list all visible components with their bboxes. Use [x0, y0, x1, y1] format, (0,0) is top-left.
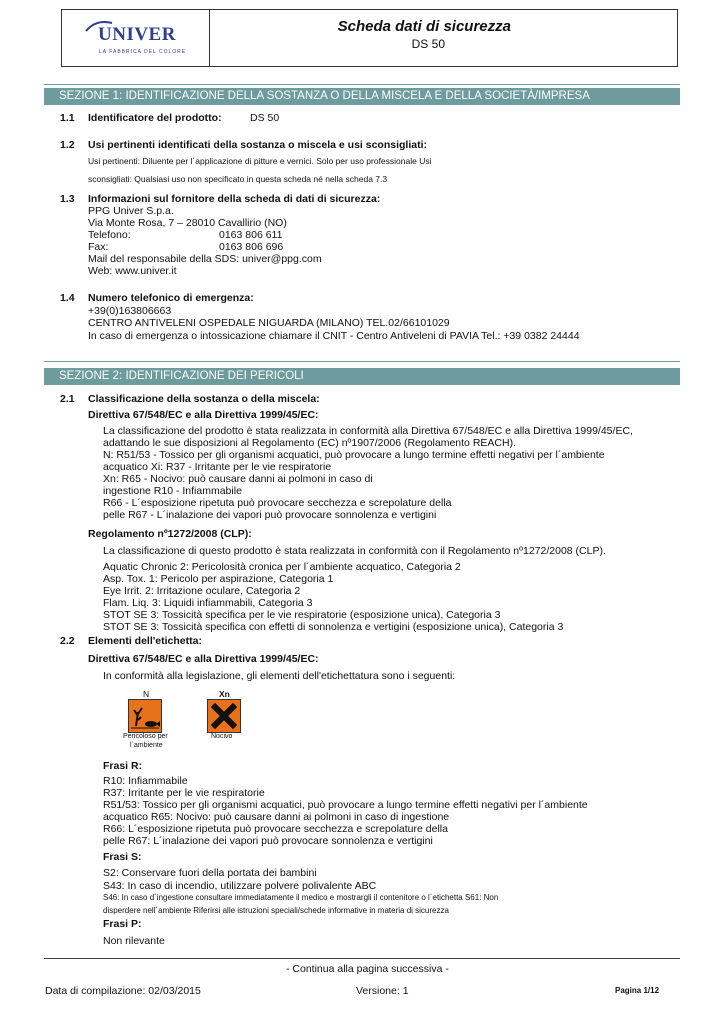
directive-line: N: R51/53 - Tossico per gli organismi acquatici, può provocare a lungo termine effetti negativi per l´ambiente: [103, 449, 605, 461]
continue-note: - Continua alla pagina successiva -: [286, 963, 449, 975]
uses-heading: Usi pertinenti identificati della sostanza o miscela e usi sconsigliati:: [88, 139, 428, 151]
directive-line: R66 - L´esposizione ripetuta può provocare secchezza e screpolature della: [103, 497, 452, 509]
company-address: Via Monte Rosa, 7 – 28010 Cavallirio (NO): [88, 217, 287, 229]
frasi-r-line: R66: L´esposizione ripetuta può provocare secchezza e screpolature della: [103, 823, 448, 835]
company-name: PPG Univer S.p.a.: [88, 205, 174, 217]
clp-line: STOT SE 3: Tossicità specifica con effetti di sonnolenza e vertigini (esposizione unica), Categoria 3: [103, 621, 564, 633]
uses-line: sconsigliati: Qualsiasi uso non specificato in questa scheda né nella scheda 7.3: [88, 174, 388, 184]
phone-label: Telefono:: [88, 229, 131, 241]
directive-line: Xn: R65 - Nocivo: può causare danni ai polmoni in caso di: [103, 473, 373, 485]
clp-line: Aquatic Chronic 2: Pericolosità cronica per l´ambiente acquatico, Categoria 2: [103, 561, 461, 573]
section-number: 1.2: [60, 139, 75, 151]
product-identifier-label: Identificatore del prodotto:: [88, 112, 222, 124]
directive-line: pelle R67 - L´inalazione dei vapori può provocare sonnolenza e vertigini: [103, 509, 437, 521]
document-header: [61, 9, 678, 67]
section-number: 1.1: [60, 112, 75, 124]
frasi-r-line: R51/53: Tossico per gli organismi acquatici, può provocare a lungo termine effetti negativi per l´ambiente: [103, 799, 588, 811]
directive-heading: Direttiva 67/548/EC e alla Direttiva 1999/45/EC:: [88, 409, 319, 421]
section-divider: [44, 84, 680, 85]
label-elements-heading: Elementi dell'etichetta:: [88, 635, 202, 647]
section-1-title: SEZIONE 1: IDENTIFICAZIONE DELLA SOSTANZA O DELLA MISCELA E DELLA SOCIETÀ/IMPRESA: [59, 90, 590, 102]
directive-line: adattando le sue disposizioni al Regolamento (EC) nº1907/2006 (Regolamento REACH).: [103, 437, 516, 449]
environment-hazard-icon: [128, 699, 162, 733]
section-number: 1.3: [60, 193, 75, 205]
emergency-heading: Numero telefonico di emergenza:: [88, 292, 254, 304]
picto-caption: l´ambiente: [130, 742, 163, 749]
frasi-r-list: [103, 775, 588, 847]
document-subtitle: DS 50: [411, 37, 445, 51]
emergency-line: CENTRO ANTIVELENI OSPEDALE NIGUARDA (MILANO) TEL.02/66101029: [88, 317, 450, 329]
frasi-r-line: acquatico R65: Nocivo: può causare danni ai polmoni in caso di ingestione: [103, 811, 450, 823]
supplier-heading: Informazioni sul fornitore della scheda di dati di sicurezza:: [88, 193, 381, 205]
clp-line: Eye Irrit. 2: Irritazione oculare, Categoria 2: [103, 585, 301, 597]
logo: UNIVER: [98, 24, 176, 45]
clp-heading: Regolamento nº1272/2008 (CLP):: [88, 528, 252, 540]
picto-caption: Nocivo: [211, 733, 233, 740]
section-number: 1.4: [60, 292, 75, 304]
frasi-s-line: S43: In caso di incendio, utilizzare polvere polivalente ABC: [103, 880, 377, 892]
emergency-line: +39(0)163806663: [88, 305, 172, 317]
emergency-line: In caso di emergenza o intossicazione chiamare il CNIT - Centro Antiveleni di PAVIA Tel.: +39 0382 24444: [88, 330, 580, 342]
frasi-r-line: R10: Infiammabile: [103, 775, 188, 787]
compilation-date: Data di compilazione: 02/03/2015: [45, 985, 201, 997]
section-1-bar: [44, 88, 680, 105]
harmful-icon: [207, 699, 241, 733]
directive-line: ingestione R10 - Infiammabile: [103, 485, 242, 497]
picto-code: Xn: [219, 689, 230, 699]
section-divider: [44, 361, 680, 362]
uses-line: Usi pertinenti: Diluente per l´applicazione di pitture e vernici. Solo per uso professionale Usi: [88, 156, 432, 166]
fax-value: 0163 806 696: [219, 241, 284, 253]
frasi-p-value: Non rilevante: [103, 935, 165, 947]
phone-value: 0163 806 611: [219, 229, 283, 241]
website: Web: www.univer.it: [88, 265, 177, 277]
frasi-r-heading: Frasi R:: [103, 760, 143, 772]
clp-intro: La classificazione di questo prodotto è stata realizzata in conformità con il Regolamento nº1272/2008 (CLP).: [103, 545, 606, 557]
logo-cell: [62, 10, 210, 66]
directive-text: [103, 425, 633, 521]
picto-caption: Pericoloso per: [123, 733, 168, 740]
version: Versione: 1: [356, 985, 409, 997]
section-2-bar: [44, 368, 680, 385]
page-number: Pagina 1/12: [615, 986, 660, 995]
frasi-s-line: S2: Conservare fuori della portata dei bambini: [103, 867, 317, 879]
frasi-s-line: disperdere nell´ambiente Riferirsi alle istruzioni speciali/schede informative in materia di sicurezza: [103, 906, 449, 915]
clp-line: Flam. Liq. 3: Liquidi infiammabili, Categoria 3: [103, 597, 313, 609]
classification-heading: Classificazione della sostanza o della miscela:: [88, 393, 320, 405]
frasi-s-line: S46: In caso d´ingestione consultare immediatamente il medico e mostrargli il contenitore o l´etichetta S61: Non: [103, 893, 499, 902]
frasi-r-line: pelle R67: L´inalazione dei vapori può provocare sonnolenza e vertigini: [103, 835, 433, 847]
label-intro: In conformità alla legislazione, gli elementi dell'etichettatura sono i seguenti:: [103, 670, 456, 682]
clp-line: Asp. Tox. 1: Pericolo per aspirazione, Categoria 1: [103, 573, 334, 585]
directive-line: acquatico Xi: R37 - Irritante per le vie respiratorie: [103, 461, 332, 473]
section-number: 2.1: [60, 393, 75, 405]
frasi-p-heading: Frasi P:: [103, 918, 142, 930]
document-title: Scheda dati di sicurezza: [337, 18, 511, 35]
dead-tree-fish-icon: [129, 700, 161, 732]
directive-line: La classificazione del prodotto è stata realizzata in conformità alla Direttiva 67/548/EC e alla Direttiva 1999/45/EC,: [103, 425, 633, 437]
frasi-r-line: R37: Irritante per le vie respiratorie: [103, 787, 265, 799]
footer-rule: [44, 958, 680, 959]
directive-heading: Direttiva 67/548/EC e alla Direttiva 1999/45/EC:: [88, 653, 319, 665]
clp-line: STOT SE 3: Tossicità specifica per le vie respiratorie (esposizione unica), Categoria 3: [103, 609, 501, 621]
clp-list: [103, 561, 563, 633]
cross-icon: [208, 700, 240, 732]
picto-code: N: [143, 689, 150, 699]
product-identifier-value: DS 50: [250, 112, 280, 124]
sds-mail: Mail del responsabile della SDS: univer@ppg.com: [88, 253, 322, 265]
section-2-title: SEZIONE 2: IDENTIFICAZIONE DEI PERICOLI: [59, 370, 304, 382]
logo-tagline: LA FABBRICA DEL COLORE: [99, 49, 187, 55]
fax-label: Fax:: [88, 241, 109, 253]
section-number: 2.2: [60, 635, 75, 647]
frasi-s-heading: Frasi S:: [103, 851, 142, 863]
